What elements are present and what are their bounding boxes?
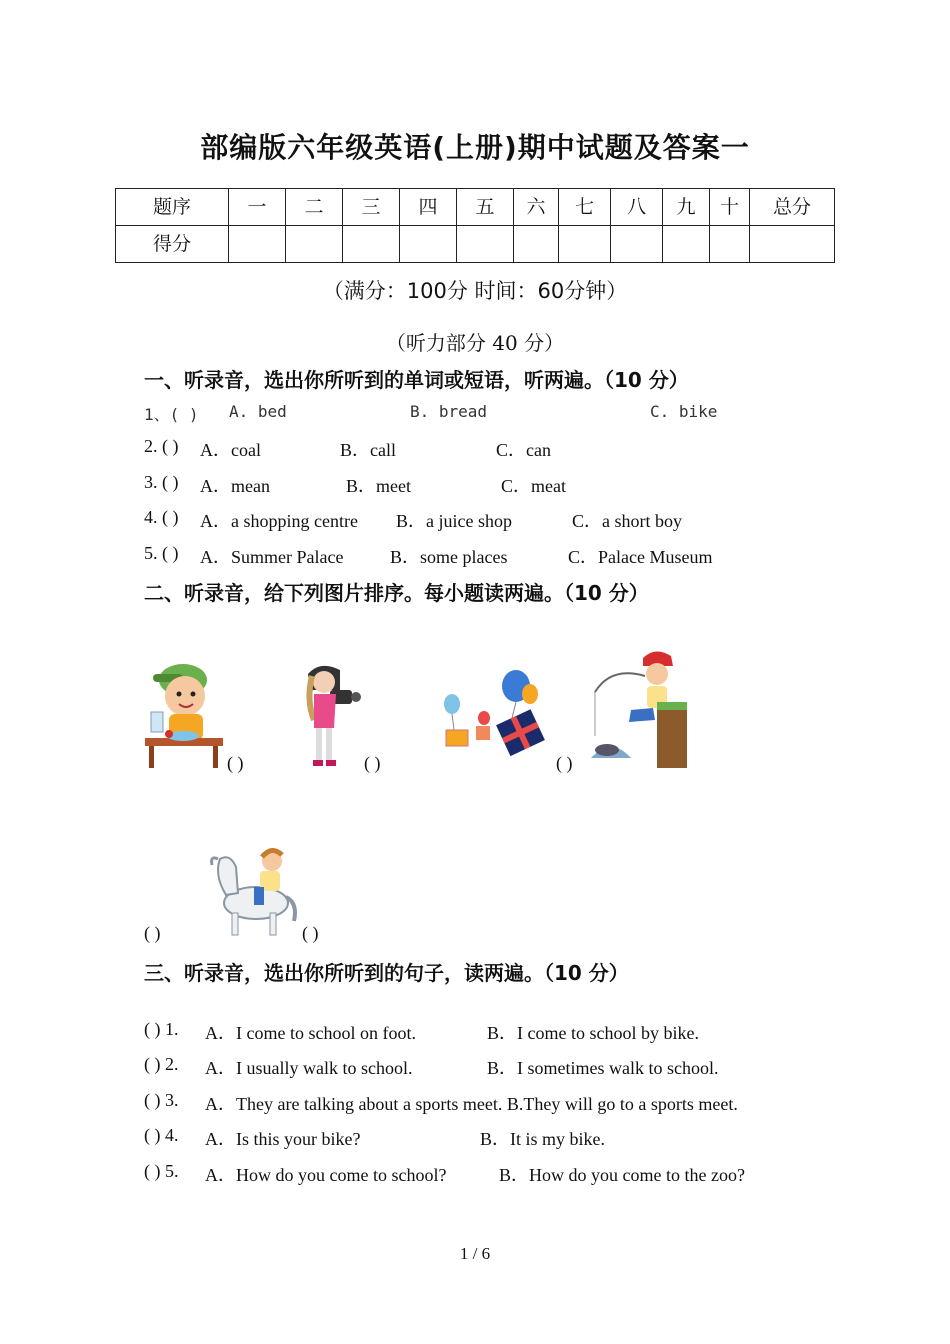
page-number: 1 / 6 <box>459 1244 491 1263</box>
option-b[interactable]: B．I sometimes walk to school. <box>487 1058 719 1078</box>
option-b[interactable]: B．a juice shop <box>396 511 512 531</box>
question-number: ( ) 5. <box>144 1161 179 1181</box>
question-row <box>144 1019 844 1043</box>
score-table-header-row <box>116 189 835 226</box>
option-c[interactable]: C. bike <box>650 402 718 421</box>
option-a[interactable]: A．a shopping centre <box>200 511 358 531</box>
score-cell[interactable] <box>710 226 750 263</box>
girl-camera-picture <box>300 660 362 770</box>
option-a[interactable]: A．I usually walk to school. <box>205 1058 413 1078</box>
table-cell: 五 <box>457 189 514 226</box>
option-c[interactable]: C．a short boy <box>572 511 682 531</box>
score-cell[interactable] <box>559 226 611 263</box>
boy-horse-picture <box>208 845 300 939</box>
answer-blank[interactable]: ( ) <box>364 753 381 773</box>
question-row <box>144 1090 844 1114</box>
score-cell[interactable] <box>611 226 663 263</box>
score-cell[interactable] <box>229 226 286 263</box>
table-cell: 九 <box>663 189 710 226</box>
question-row <box>144 1054 844 1078</box>
option-c[interactable]: C．can <box>496 440 551 460</box>
option-a[interactable]: A．Summer Palace <box>200 547 344 567</box>
boy-cooking-picture <box>143 654 225 770</box>
option-c[interactable]: C．meat <box>501 476 566 496</box>
boy-fishing-picture <box>591 646 687 768</box>
table-cell: 题序 <box>116 189 229 226</box>
score-cell[interactable] <box>663 226 710 263</box>
option-b[interactable]: B．I come to school by bike. <box>487 1023 699 1043</box>
question-number: 1、( ) <box>144 405 199 424</box>
answer-blank[interactable]: ( ) <box>227 753 244 773</box>
option-a[interactable]: A．coal <box>200 440 261 460</box>
option-c[interactable]: C．Palace Museum <box>568 547 713 567</box>
table-cell: 得分 <box>116 226 229 263</box>
table-cell: 十 <box>710 189 750 226</box>
option-b[interactable]: B. bread <box>410 402 488 421</box>
option-b[interactable]: B．How do you come to the zoo? <box>499 1165 745 1185</box>
question-number: 2. ( ) <box>144 436 179 456</box>
answer-blank[interactable]: ( ) <box>144 923 161 943</box>
score-cell[interactable] <box>750 226 835 263</box>
page-title: 部编版六年级英语(上册)期中试题及答案一 <box>200 131 750 164</box>
option-a[interactable]: A．How do you come to school? <box>205 1165 447 1185</box>
question-row <box>144 472 844 496</box>
exam-info: （满分：100分 时间：60分钟） <box>322 279 628 303</box>
option-a[interactable]: A．I come to school on foot. <box>205 1023 416 1043</box>
score-table <box>115 188 835 263</box>
question-row <box>144 1161 844 1185</box>
answer-blank[interactable]: ( ) <box>302 923 319 943</box>
question-number: ( ) 2. <box>144 1054 179 1074</box>
option-b[interactable]: B．call <box>340 440 396 460</box>
balloons-gift-picture <box>440 668 552 760</box>
section2-heading: 二、听录音，给下列图片排序。每小题读两遍。（10 分） <box>144 581 649 605</box>
question-row <box>144 402 844 426</box>
option-b[interactable]: B．some places <box>390 547 508 567</box>
score-cell[interactable] <box>286 226 343 263</box>
score-cell[interactable] <box>457 226 514 263</box>
option-a[interactable]: A．Is this your bike? <box>205 1129 361 1149</box>
question-number: 4. ( ) <box>144 507 179 527</box>
option-b[interactable]: B．It is my bike. <box>480 1129 605 1149</box>
question-number: ( ) 4. <box>144 1125 179 1145</box>
question-number: ( ) 1. <box>144 1019 179 1039</box>
option-a[interactable]: A. bed <box>229 402 287 421</box>
score-cell[interactable] <box>514 226 559 263</box>
table-cell: 二 <box>286 189 343 226</box>
score-cell[interactable] <box>400 226 457 263</box>
table-cell: 四 <box>400 189 457 226</box>
question-row <box>144 507 844 531</box>
table-cell: 七 <box>559 189 611 226</box>
question-number: 3. ( ) <box>144 472 179 492</box>
option-a[interactable]: A．They are talking about a sports meet. B.They will go to a sports meet. <box>205 1094 738 1114</box>
option-b[interactable]: B．meet <box>346 476 411 496</box>
table-cell: 一 <box>229 189 286 226</box>
answer-blank[interactable]: ( ) <box>556 753 573 773</box>
table-cell: 三 <box>343 189 400 226</box>
option-a[interactable]: A．mean <box>200 476 270 496</box>
listening-part-label: （听力部分 40 分） <box>385 331 565 355</box>
score-cell[interactable] <box>343 226 400 263</box>
table-cell: 总分 <box>750 189 835 226</box>
section1-heading: 一、听录音，选出你所听到的单词或短语，听两遍。（10 分） <box>144 368 689 392</box>
question-number: 5. ( ) <box>144 543 179 563</box>
section3-heading: 三、听录音，选出你所听到的句子，读两遍。（10 分） <box>144 961 629 985</box>
score-table-score-row <box>116 226 835 263</box>
question-row <box>144 543 844 567</box>
question-row <box>144 1125 844 1149</box>
table-cell: 八 <box>611 189 663 226</box>
question-number: ( ) 3. <box>144 1090 179 1110</box>
question-row <box>144 436 844 460</box>
table-cell: 六 <box>514 189 559 226</box>
